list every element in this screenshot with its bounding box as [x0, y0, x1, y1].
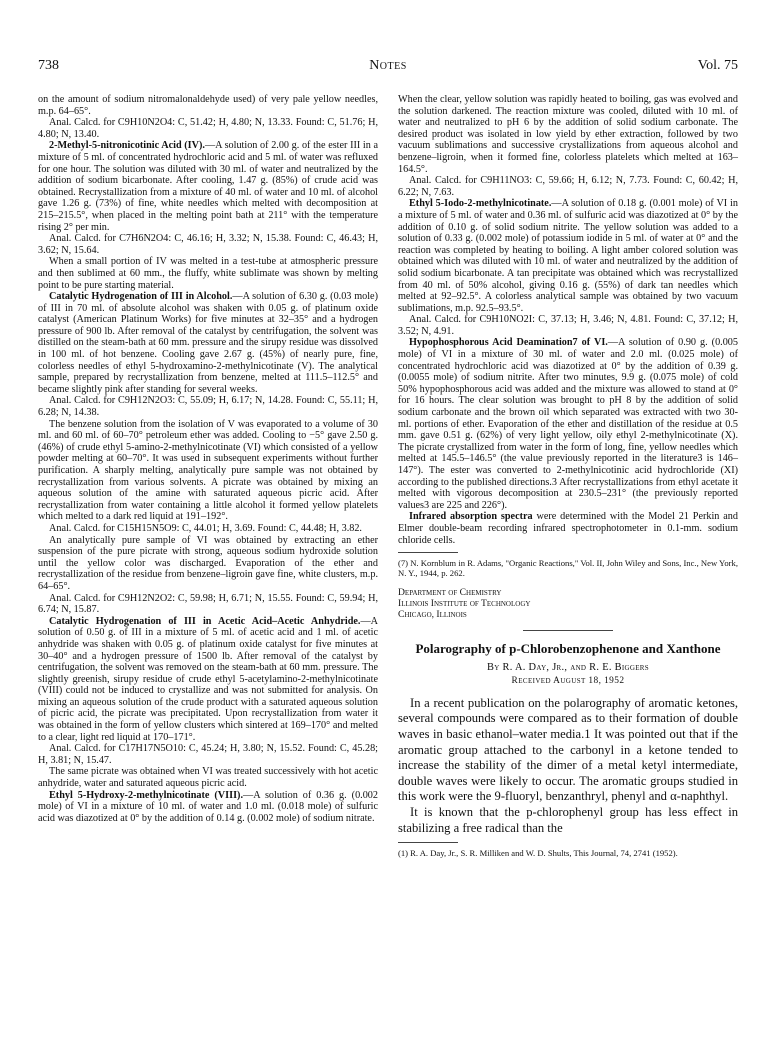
paragraph — [398, 198, 738, 314]
paragraph-text: Anal. Calcd. for C15H15N5O9: C, 44.01; H, 3.69. Found: C, 44.48; H, 3.82. — [49, 522, 362, 534]
paragraph — [38, 395, 378, 418]
paragraph-text: on the amount of sodium nitromalonaldehyde used) of very pale yellow needles, m.p. 64–65°. — [38, 94, 378, 117]
paragraph — [38, 117, 378, 140]
paragraph — [38, 94, 378, 117]
affiliation — [398, 587, 738, 620]
right-column-paragraphs — [398, 94, 738, 546]
article-paragraph: In a recent publication on the polarography of aromatic ketones, several compounds were compared as to their formation of double waves in basic ethanol–water media.1 It was pointed out that if the aromatic group attached to the carbonyl in a ketone tended to increase the stability of the dimer of a metal ketyl intermediate, double waves were likely to occur. The aromatic groups studied in this work were the 9-fluoryl, benzanthryl, phenyl and α-naphthyl. — [398, 695, 738, 804]
paragraph — [398, 175, 738, 198]
paragraph — [398, 314, 738, 337]
footnote-divider — [398, 552, 458, 553]
paragraph — [38, 419, 378, 523]
footnote-1: (1) R. A. Day, Jr., S. R. Milliken and W. D. Shults, This Journal, 74, 2741 (1952). — [398, 848, 678, 859]
left-column — [38, 94, 378, 824]
paragraph-text: —A solution of 0.50 g. of III in a mixture of 5 ml. of acetic acid and 1 ml. of acetic anhydride was shaken with 0.05 g. of platinum oxide catalyst for five minutes at 30–40° and a hydrogen pressure of 1500 lb. After removal of the catalyst by centrifugation, the solvent was removed on the steam-bath at 60 mm. pressure. The slightly greenish, sirupy residue of crude ethyl 5-acetylamino-2-methylnicotinate (VIII) could not be induced to crystallize and was not submitted for analysis. On mixing an aqueous solution of the crude product with a saturated aqueous solution of picric acid, the picrate was precipitated. Upon recrystallization from water it was obtained in the form of yellow clusters which sintered at 169–170° and melted to a clear, light red liquid at 170–171°. — [38, 615, 378, 743]
right-column — [398, 94, 738, 858]
paragraph — [38, 140, 378, 233]
volume-label: Vol. 75 — [697, 58, 738, 73]
paragraph-text: were determined with the Model 21 Perkin and Elmer double-beam recording infrared spectrophotometer in 0.1-mm. sodium chloride cells. — [398, 511, 738, 546]
paragraph-text: Anal. Calcd. for C9H12N2O2: C, 59.98; H, 6.71; N, 15.55. Found: C, 59.94; H, 6.74; N, 15.87. — [38, 592, 378, 616]
paragraph — [38, 535, 378, 593]
paragraph-text: —A solution of 0.36 g. (0.002 mole) of VI in a mixture of 10 ml. of water and 1.0 ml. (0.018 mole) of sulfuric acid was diazotized at 0° by the addition of 0.14 g. (0.002 mole) of sodium nitrate. — [38, 789, 378, 824]
paragraph-text: When the clear, yellow solution was rapidly heated to boiling, gas was evolved and the solution darkened. The reaction mixture was cooled, diluted with 10 ml. of water and neutralized to pH 6 by the addition of solid sodium carbonate. The desired product was isolated in low yield by ether extraction, followed by two vacuum sublimations and successive crystallizations from aqueous alcohol and benzene–ligroin, when it formed fine, colorless platelets which melted at 163–164.5°. — [398, 94, 738, 175]
paragraph-text: Anal. Calcd. for C9H11NO3: C, 59.66; H, 6.12; N, 7.73. Found: C, 60.42; H, 6.22; N, 7.63. — [398, 175, 738, 198]
paragraph-text: An analytically pure sample of VI was obtained by extracting an ether suspension of the pure picrate with strong, aqueous sodium hydroxide solution until the yellow color was discharged. Evaporation of the ether and recrystallization of the residue from benzene–ligroin gave fine, white clusters, m.p. 64–65°. — [38, 534, 378, 592]
paragraph-text: —A solution of 0.90 g. (0.005 mole) of VI in a mixture of 30 ml. of water and 2.0 ml. (0.025 mole) of concentrated hydrochloric acid was diazotized at 0° by the addition of 0.39 g. (0.0055 mole) of sodium nitrite. After two minutes, 9.9 g. (0.075 mole) of cold 50% hypophosphorous acid was added and the mixture was allowed to stand at 0° for 16 hours. The clear solution was brought to pH 8 by the addition of solid sodium carbonate and the brown oil which separated was extracted with two 30-ml. portions of ether. Evaporation of the ether and distillation of the residue at 0.5 mm. gave 0.51 g. (62%) of very light yellow, oily ethyl 2-methylnicotinate (X). The picrate crystallized from water in the form of long, fine, yellow needles which melted at 145.5–146.5° (the value previously reported in the literature3 is 146–147°). The ester was converted to 2-methylnicotinic acid hydrochloride (XI) according to the published directions.3 After recrystallizations from ethyl acetate it melted with vigorous decomposition at 230.5–231° (the previously reported values3 are 225 and 226°). — [398, 337, 738, 511]
paragraph — [38, 593, 378, 616]
paragraph — [38, 291, 378, 395]
paragraph — [38, 256, 378, 291]
paragraph-text: When a small portion of IV was melted in a test-tube at atmospheric pressure and then sublimed at 60 mm., the fluffy, white sublimate was shown by melting point to be pure starting material. — [38, 256, 378, 291]
article-title: Polarography of p-Chlorobenzophenone and Xanthone — [415, 640, 721, 656]
article-received-date: Received August 18, 1952 — [511, 676, 625, 687]
paragraph — [398, 337, 738, 511]
paragraph — [38, 790, 378, 825]
affiliation-institute: Illinois Institute of Technology — [398, 597, 531, 609]
article-divider — [523, 630, 613, 631]
paragraph-text: The benzene solution from the isolation of V was evaporated to a volume of 30 ml. and 60 ml. of 60–70° petroleum ether was added. Cooling to −5° gave 2.50 g. (46%) of crude ethyl 5-amino-2-methylnicotinate (VI) which consisted of a yellow powder melting at 60–70°. It was used in subsequent experiments without further purification. A sharply melting, analytically pure sample was not obtained by recrystallization from various solvents. A picrate was obtained by mixing an aqueous solution of the amine with saturated aqueous picric acid. After recrystallization from water containing a little alcohol it formed yellow platelets which melted to a dark red liquid at 191–192°. — [38, 418, 378, 523]
section-heading: Ethyl 5-Iodo-2-methylnicotinate. — [409, 198, 552, 210]
paragraph-text: Anal. Calcd. for C7H6N2O4: C, 46.16; H, 3.32; N, 15.38. Found: C, 46.43; H, 3.62; N, 15.64. — [38, 233, 378, 256]
section-heading: Catalytic Hydrogenation of III in Alcohol. — [49, 291, 233, 303]
paragraph-text: —A solution of 6.30 g. (0.03 mole) of III in 70 ml. of absolute alcohol was shaken with 0.05 g. of platinum oxide catalyst (American Platinum Works) for five minutes at 32–35° and a hydrogen pressure of 900 lb. After removal of the catalyst by centrifugation, the solvent was distilled on the steam-bath at 60 mm. pressure and the sirupy residue was dissolved in 100 ml. of hot benzene. Cooling gave 2.67 g. (45%) of nearly pure, fine, colorless needles of ethyl 5-hydroxamino-2-methylnicotinate (V). The analytical sample, prepared by recrystallization from benzene, melted at 111.5–112.5° and became slightly pink after standing for several weeks. — [38, 291, 378, 395]
paragraph-text: Anal. Calcd. for C9H10NO2I: C, 37.13; H, 3.46; N, 4.81. Found: C, 37.12; H, 3.52; N, 4.91. — [398, 314, 738, 337]
paragraph — [38, 233, 378, 256]
paragraph — [38, 616, 378, 744]
article-paragraph: It is known that the p-chlorophenyl group has less effect in stabilizing a free radical than the — [398, 804, 738, 835]
paragraph — [38, 523, 378, 535]
affiliation-city: Chicago, Illinois — [398, 608, 467, 620]
footnote-7: (7) N. Kornblum in R. Adams, "Organic Reactions," Vol. II, John Wiley and Sons, Inc., New York, N. Y., 1944, p. 262. — [398, 558, 738, 579]
footnote-divider — [398, 842, 458, 843]
paragraph-text: —A solution of 0.18 g. (0.001 mole) of VI in a mixture of 5 ml. of water and 0.36 ml. of sulfuric acid was diazotized at 0° by the addition of 0.10 g. of solid sodium nitrite. The yellow solution was added to a solution of 0.33 g. (0.002 mole) of potassium iodide in 5 ml. of water at 0° and the reaction was completed by heating to boiling. A light amber colored solution was obtained which was diluted with 10 ml. of water and neutralized by the addition of solid sodium bicarbonate. A tan precipitate was obtained which was recrystallized from 40 ml. of 50% alcohol, giving 0.16 g. (55%) of dark tan needles which melted at 92–92.5°. A colorless analytical sample was obtained by two vacuum sublimations, m.p. 92.5–93.5°. — [398, 198, 738, 314]
section-heading: Ethyl 5-Hydroxy-2-methylnicotinate (VIII). — [49, 789, 243, 801]
section-heading: Hypophosphorous Acid Deamination7 of VI. — [409, 337, 608, 349]
section-heading: 2-Methyl-5-nitronicotinic Acid (IV). — [49, 140, 205, 152]
paragraph — [398, 511, 738, 546]
paragraph — [398, 94, 738, 175]
section-heading: Infrared absorption spectra — [409, 511, 533, 523]
running-title: Notes — [369, 58, 407, 73]
paragraph-text: —A solution of 2.00 g. of the ester III in a mixture of 5 ml. of concentrated hydrochloric acid and 5 ml. of water was refluxed for one hour. The solution was diluted with 30 ml. of water and neutralized by the addition of sodium bicarbonate. After cooling, 1.47 g. (85%) of crude acid was obtained. Recrystallization from a mixture of 40 ml. of water and 10 ml. of alcohol gave 1.26 g. (73%) of fine, white needles which melted with decomposition at 215–215.5°, when placed in the melting point bath at 211° with the temperature rising 2° per min. — [38, 140, 379, 233]
paragraph — [38, 766, 378, 789]
paragraph-text: The same picrate was obtained when VI was treated successively with hot acetic anhydride, water and saturated aqueous picric acid. — [38, 766, 378, 790]
paragraph-text: Anal. Calcd. for C9H10N2O4: C, 51.42; H, 4.80; N, 13.33. Found: C, 51.76; H, 4.80; N, 13.40. — [38, 117, 378, 140]
paragraph — [38, 743, 378, 766]
affiliation-department: Department of Chemistry — [398, 586, 502, 598]
page-header — [38, 58, 738, 80]
section-heading: Catalytic Hydrogenation of III in Acetic Acid–Acetic Anhydride. — [49, 615, 361, 627]
paragraph-text: Anal. Calcd. for C17H17N5O10: C, 45.24; H, 3.80; N, 15.52. Found: C, 45.28; H, 3.81; N, 15.47. — [38, 743, 378, 766]
article-authors: By R. A. Day, Jr., and R. E. Biggers — [487, 661, 649, 673]
page-number: 738 — [38, 58, 59, 73]
paragraph-text: Anal. Calcd. for C9H12N2O3: C, 55.09; H, 6.17; N, 14.28. Found: C, 55.11; H, 6.28; N, 14.38. — [38, 395, 378, 419]
